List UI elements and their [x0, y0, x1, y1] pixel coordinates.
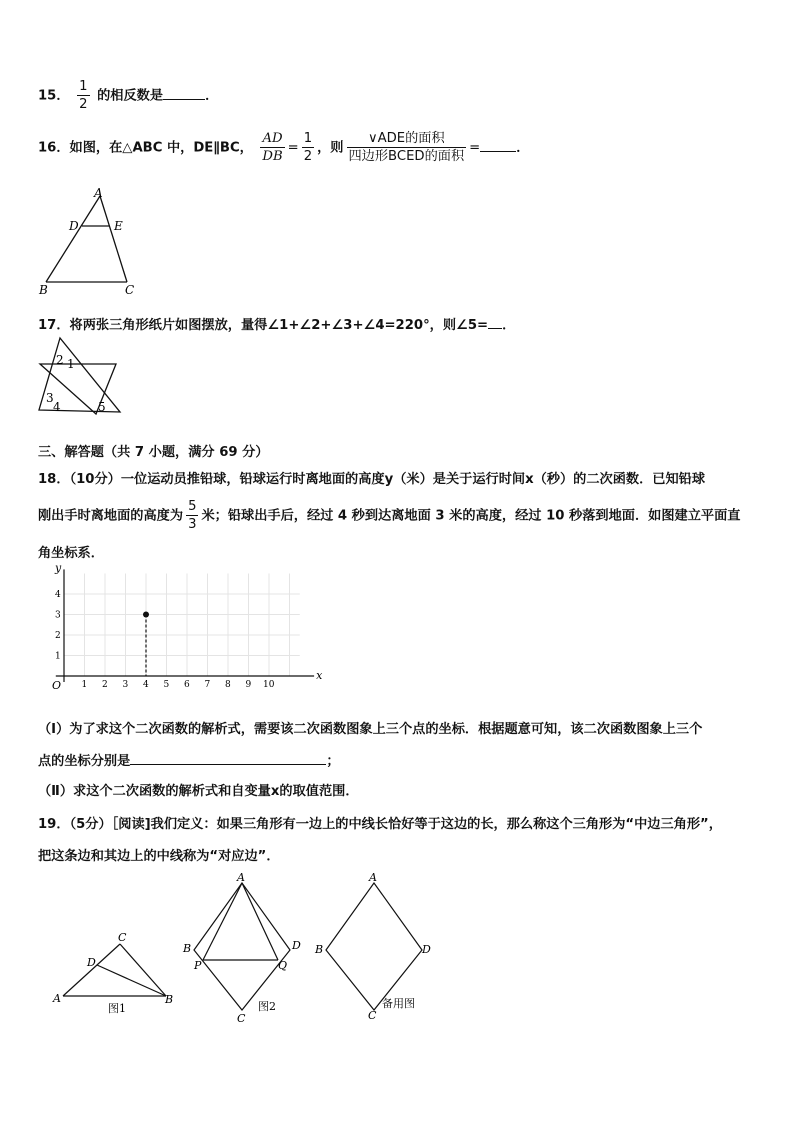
figure-caption: 图1: [108, 1002, 126, 1015]
x-axis-label: x: [316, 669, 323, 682]
question-19-line-2: 把这条边和其边上的中线称为“对应边”．: [38, 849, 280, 864]
vertex-label-d: D: [292, 939, 301, 952]
vertex-label-d: D: [422, 943, 431, 956]
vertex-label-c: C: [118, 931, 127, 944]
y-tick-label: 1: [55, 651, 61, 662]
question-text: 的相反数是: [97, 88, 164, 104]
equals-sign: =: [287, 140, 299, 156]
question-text: 中，DE∥BC，: [162, 140, 253, 156]
question-text: 米；铅球出手后，经过 4 秒到达离地面 3 米的高度，经过 10 秒落到地面．如图建立平面直: [201, 508, 741, 524]
figure-caption: 图2: [258, 1000, 276, 1013]
angle-label-4: 4: [53, 400, 61, 414]
question-number: 19．: [38, 817, 70, 832]
vertex-label-a: A: [369, 871, 377, 884]
graph-tick-labels: [55, 590, 275, 690]
question-18-part-1-line-1: （Ⅰ）为了求这个二次函数的解析式，需要该二次函数图象上三个点的坐标．根据题意可知，该二次函数图象上三个: [38, 722, 703, 737]
question-18-line-3: 角坐标系．: [38, 546, 104, 561]
angle-label-2: 2: [56, 353, 64, 367]
vertex-label-a: A: [53, 992, 61, 1005]
data-point: [143, 612, 149, 618]
fraction-one-half: [77, 78, 89, 113]
question-text: 刚出手时离地面的高度为: [38, 508, 184, 524]
fraction-denominator: 2: [303, 149, 313, 164]
question-18-part-1-line-2: [38, 750, 340, 769]
answer-blank: [480, 139, 516, 152]
vertex-label-a: A: [94, 186, 103, 200]
vertex-label-d: D: [87, 956, 96, 969]
fraction-five-thirds: [186, 498, 198, 533]
angle-label-5: 5: [98, 400, 106, 414]
figure-3-spare-rhombus: [312, 870, 436, 1022]
x-tick-label: 7: [204, 680, 211, 690]
vertex-label-e: E: [114, 219, 123, 233]
vertex-label-c: C: [125, 283, 135, 297]
fraction-numerator: 1: [303, 131, 313, 146]
question-text: 如图，在: [69, 140, 123, 156]
graph-axes: [56, 569, 314, 682]
question-end: ．: [502, 318, 516, 333]
figure-1-triangle: [50, 928, 180, 1016]
vertex-label-q: Q: [278, 959, 288, 972]
angle-label-3: 3: [46, 391, 54, 405]
question-text: 将两张三角形纸片如图摆放，量得∠1+∠2+∠3+∠4=220°，则∠5=: [69, 318, 489, 333]
fraction-ad-db: [260, 130, 284, 165]
vertex-label-b: B: [315, 943, 324, 956]
question-number: 16．: [38, 140, 70, 156]
question-end: ．: [516, 140, 530, 156]
fraction-denominator: 3: [188, 517, 197, 532]
fraction-denominator: DB: [262, 149, 283, 164]
y-tick-label: 2: [55, 631, 61, 641]
x-tick-label: 4: [143, 680, 149, 690]
question-17: [38, 314, 515, 333]
section-heading: 三、解答题（共 7 小题，满分 69 分）: [38, 445, 269, 460]
vertex-label-d: D: [69, 219, 79, 233]
x-tick-label: 5: [163, 680, 170, 690]
vertex-label-a: A: [237, 871, 245, 884]
graph-grid: [64, 574, 300, 677]
overlapping-triangles-figure: [36, 334, 126, 418]
question-end: ．: [205, 88, 219, 104]
triangle-name: △ABC: [122, 140, 163, 156]
x-tick-label: 9: [245, 680, 252, 690]
question-end: ；: [326, 754, 340, 769]
question-text: 点的坐标分别是: [38, 754, 131, 769]
angle-label-1: 1: [67, 357, 75, 371]
x-tick-label: 1: [81, 680, 88, 690]
vertex-label-b: B: [39, 283, 48, 297]
fraction-area-ratio: [347, 130, 467, 165]
fraction-denominator: 四边形BCED的面积: [348, 149, 465, 164]
fraction-one-half: [302, 130, 314, 165]
y-tick-label: 4: [55, 590, 61, 600]
vertex-label-c: C: [237, 1012, 246, 1025]
question-text: ，则: [317, 140, 344, 156]
answer-blank: [488, 316, 502, 329]
x-tick-label: 6: [184, 680, 190, 690]
figure-2-rhombus: [180, 870, 312, 1025]
question-number: 18．: [38, 472, 70, 487]
figure-caption: 备用图: [382, 997, 415, 1010]
question-text: （10分）一位运动员推铅球，铅球运行时离地面的高度y（米）是关于运行时间x（秒）的二次函数．已知铅球: [69, 472, 706, 487]
y-axis-label: y: [55, 561, 62, 575]
origin-label: O: [52, 679, 62, 692]
answer-blank: [163, 87, 205, 100]
coordinate-graph: [42, 561, 323, 694]
answer-blank: [130, 752, 326, 765]
fraction-numerator: 1: [79, 79, 88, 94]
vertex-label-b: B: [165, 993, 174, 1006]
question-18-line-2: [38, 498, 740, 533]
fraction-denominator: 2: [79, 97, 88, 112]
question-19-line-1: [38, 813, 722, 832]
x-tick-label: 3: [122, 680, 129, 690]
question-number: 17．: [38, 318, 70, 333]
vertex-label-b: B: [183, 942, 192, 955]
question-number: 15．: [38, 88, 70, 104]
fraction-numerator: AD: [260, 130, 284, 148]
x-tick-label: 8: [225, 680, 231, 690]
equals-sign: =: [469, 140, 481, 156]
question-16: [38, 130, 529, 165]
triangle-figure-q16: [36, 186, 141, 298]
question-15: [38, 78, 218, 113]
fraction-numerator: ∨ADE的面积: [347, 130, 467, 148]
question-text: （5分）［阅读]我们定义：如果三角形有一边上的中线长恰好等于这边的长，那么称这个三角形为“中边三角形”，: [69, 817, 722, 832]
y-tick-label: 3: [55, 610, 61, 621]
question-18-part-2: （Ⅱ）求这个二次函数的解析式和自变量x的取值范围．: [38, 784, 359, 799]
vertex-label-p: P: [194, 959, 202, 972]
question-18-line-1: [38, 468, 705, 487]
fraction-numerator: 5: [188, 499, 197, 514]
x-tick-label: 10: [263, 680, 275, 690]
x-tick-label: 2: [102, 680, 108, 690]
vertex-label-c: C: [368, 1009, 377, 1022]
